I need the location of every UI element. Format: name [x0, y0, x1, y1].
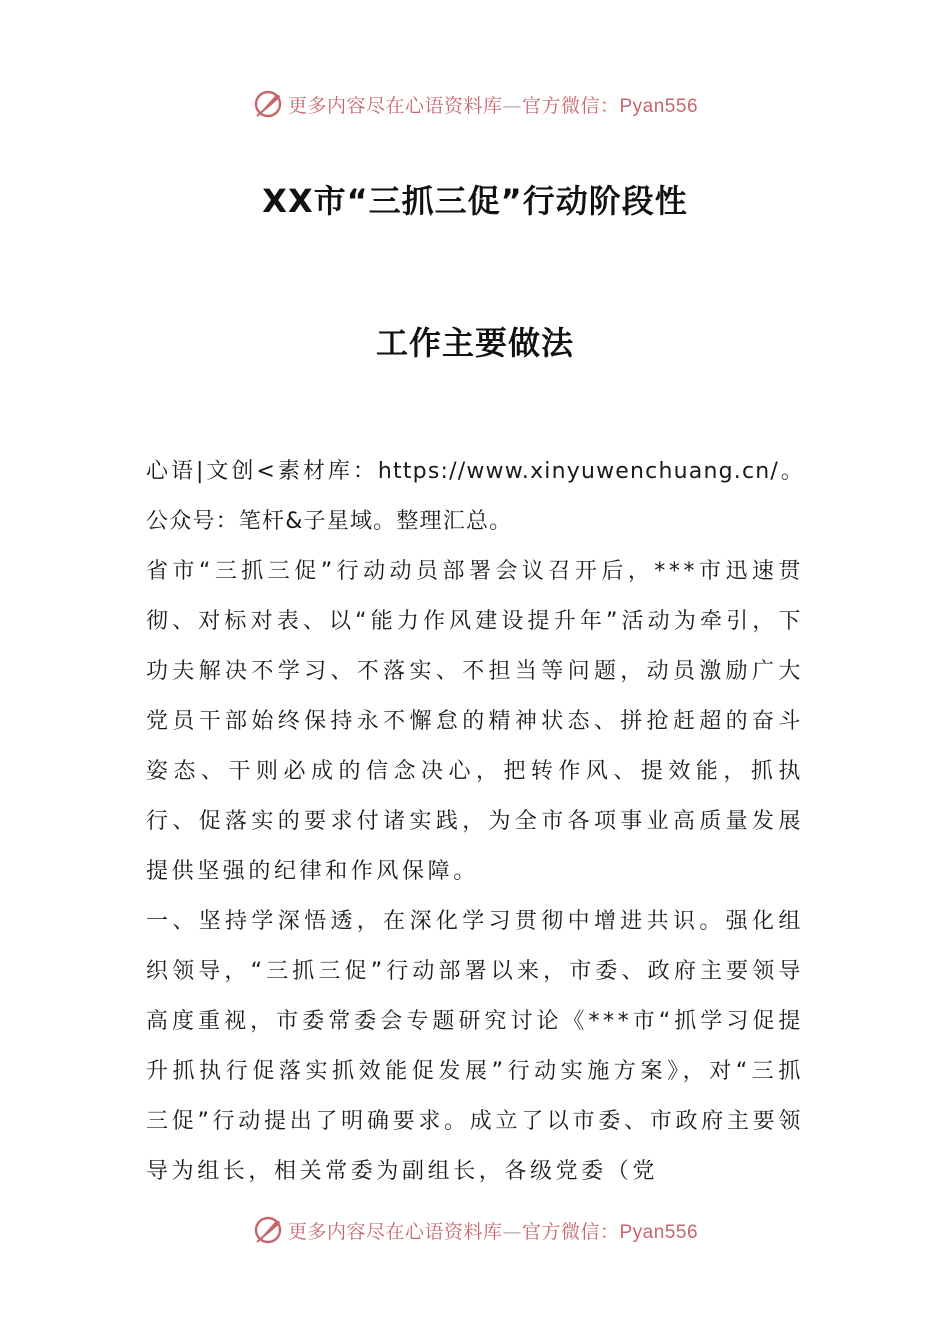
- watermark-main: 更多内容尽在心语资料库: [287, 94, 503, 117]
- quill-logo-icon: [252, 88, 284, 120]
- watermark-wechat-id: Pyan556: [619, 1221, 699, 1243]
- watermark-separator: —: [502, 1220, 522, 1243]
- source-note-paragraph: 心语|文创<素材库：https://www.xinyuwenchuang.cn/。公众号：笔杆&子星域。整理汇总。: [146, 459, 804, 534]
- watermark-banner-bottom: [0, 1208, 950, 1252]
- section-one-paragraph: 一、坚持学深悟透，在深化学习贯彻中增进共识。强化组织领导，“三抓三促”行动部署以来，市委、政府主要领导高度重视，市委常委会专题研究讨论《***市“抓学习促提升抓执行促落实抓效能促发展”行动实施方案》，对“三抓三促”行动提出了明确要求。成立了以市委、市政府主要领导为组长，相关常委为副组长，各级党委（党: [146, 909, 804, 1184]
- watermark-wechat-id: Pyan556: [619, 95, 699, 117]
- watermark-text: [288, 1217, 698, 1244]
- watermark-banner-top: [0, 82, 950, 126]
- document-title-line1: XX市“三抓三促”行动阶段性: [262, 182, 688, 220]
- watermark-text: [288, 91, 698, 118]
- watermark-separator: —: [502, 94, 522, 117]
- watermark-contact: 官方微信：: [521, 94, 620, 117]
- intro-paragraph: 省市“三抓三促”行动动员部署会议召开后，***市迅速贯彻、对标对表、以“能力作风建设提升年”活动为牵引，下功夫解决不学习、不落实、不担当等问题，动员激励广大党员干部始终保持永不懈怠的精神状态、拼抢赶超的奋斗姿态、干则必成的信念决心，把转作风、提效能，抓执行、促落实的要求付诸实践，为全市各项事业高质量发展提供坚强的纪律和作风保障。: [146, 559, 804, 884]
- document-body: [146, 447, 804, 1197]
- watermark-main: 更多内容尽在心语资料库: [287, 1220, 503, 1243]
- document-title-line2: 工作主要做法: [375, 324, 574, 362]
- quill-logo-icon: [252, 1214, 284, 1246]
- watermark-contact: 官方微信：: [521, 1220, 620, 1243]
